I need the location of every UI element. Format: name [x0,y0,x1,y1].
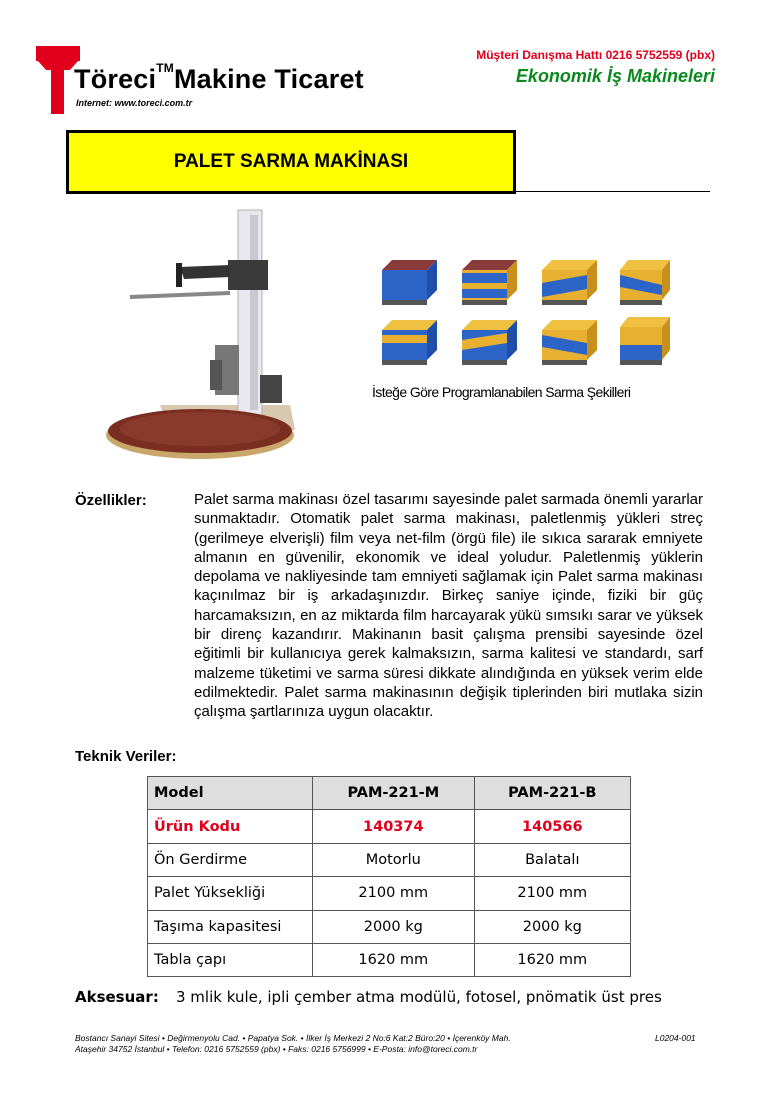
wrap-patterns-caption: İsteğe Göre Programlanabilen Sarma Şekilleri [372,384,631,400]
wrap-pattern-7 [542,320,597,365]
footer-contact: Ataşehir 34752 İstanbul • Telefon: 0216 5752559 (pbx) • Faks: 0216 5756999 • E-Posta: info@toreci.com.tr [75,1044,478,1054]
footer-address: Bostancı Sanayi Sitesi • Değirmenyolu Cad. • Papatya Sok. • İlker İş Merkezi 2 No:6 Kat:2 Büro:20 • İçerenköy Mah. [75,1033,511,1043]
page-title: PALET SARMA MAKİNASI [66,130,516,194]
accessories-label: Aksesuar: [75,988,159,1006]
wrap-pattern-1 [382,260,437,305]
wrap-patterns-image [372,255,672,375]
features-label: Özellikler: [75,492,147,509]
table-row [148,877,631,910]
wrap-pattern-8 [620,317,670,365]
table-cell: 1620 mm [313,943,475,976]
brand-main: Töreci [74,64,157,94]
table-cell: 1620 mm [474,943,630,976]
table-header-cell: Model [148,777,313,810]
pallet-wrapping-machine-image [100,205,300,465]
table-row [148,810,631,843]
table-row [148,943,631,976]
table-cell: Palet Yüksekliği [148,877,313,910]
table-row [148,910,631,943]
technical-data-label: Teknik Veriler: [75,748,177,765]
title-underline [516,191,710,192]
wrap-pattern-6 [462,320,517,365]
table-cell: 140566 [474,810,630,843]
table-cell: Ön Gerdirme [148,843,313,876]
accessories-text: 3 mlik kule, ipli çember atma modülü, fotosel, pnömatik üst pres [176,988,662,1006]
technical-data-table [147,776,631,977]
wrap-pattern-5 [382,320,437,365]
table-row [148,843,631,876]
brand-rest: Makine Ticaret [173,64,364,94]
table-header-cell: PAM-221-B [474,777,630,810]
table-cell: Tabla çapı [148,943,313,976]
table-cell: 2000 kg [474,910,630,943]
wrap-pattern-2 [462,260,517,305]
table-cell: 2100 mm [313,877,475,910]
wrap-pattern-4 [620,260,670,305]
internet-address[interactable]: Internet: www.toreci.com.tr [76,98,193,108]
slogan: Ekonomik İş Makineleri [515,66,715,86]
trademark: TM [156,61,174,75]
table-cell: Taşıma kapasitesi [148,910,313,943]
table-cell: 2100 mm [474,877,630,910]
table-cell: Ürün Kodu [148,810,313,843]
features-text: Palet sarma makinası özel tasarımı sayesinde palet sarmada önemli yararlar sunmaktadır. Otomatik palet sarma makinası, paletlenmiş yükleri streç (gerilmeye elverişli) film veya net-film (örgü file) ile sıkıca sararak emniyete almanın en güvenilir, ekonomik ve ideal yoludur. Paletlenmiş yüklerin depolama ve nakliyesinde tam emniyeti sağlamak için Palet sarma makinası kaçınılmaz bir iş arkadaşınızdır. Birkeç saniye içinde, fiziki bir güç harcamaksızın, en az miktarda film harcayarak yükü sımsıkı sarar ve yüksek bir direnç kazandırır. Makinanın basit çalışma prensibi sayesinde özel eğitimli bir kullanıcıya gerek kalmaksızın, sarma kalitesi ve standardı, sarf malzeme tüketimi ve sarma süresi dikkate alındığında en yüksek verim elde edilmektedir. Palet sarma makinasının değişik tiplerinden biri mutlaka sizin çalışma şartlarınıza uygun olacaktır. [194,491,703,721]
table-cell: 140374 [313,810,475,843]
wrap-pattern-3 [542,260,597,305]
table-cell: Motorlu [313,843,475,876]
customer-hotline: Müşteri Danışma Hattı 0216 5752559 (pbx) [476,48,715,62]
table-header-cell: PAM-221-M [313,777,475,810]
document-code: L0204-001 [655,1033,696,1043]
table-cell: Balatalı [474,843,630,876]
table-cell: 2000 kg [313,910,475,943]
table-header-row [148,777,631,810]
brand-name [74,61,364,95]
